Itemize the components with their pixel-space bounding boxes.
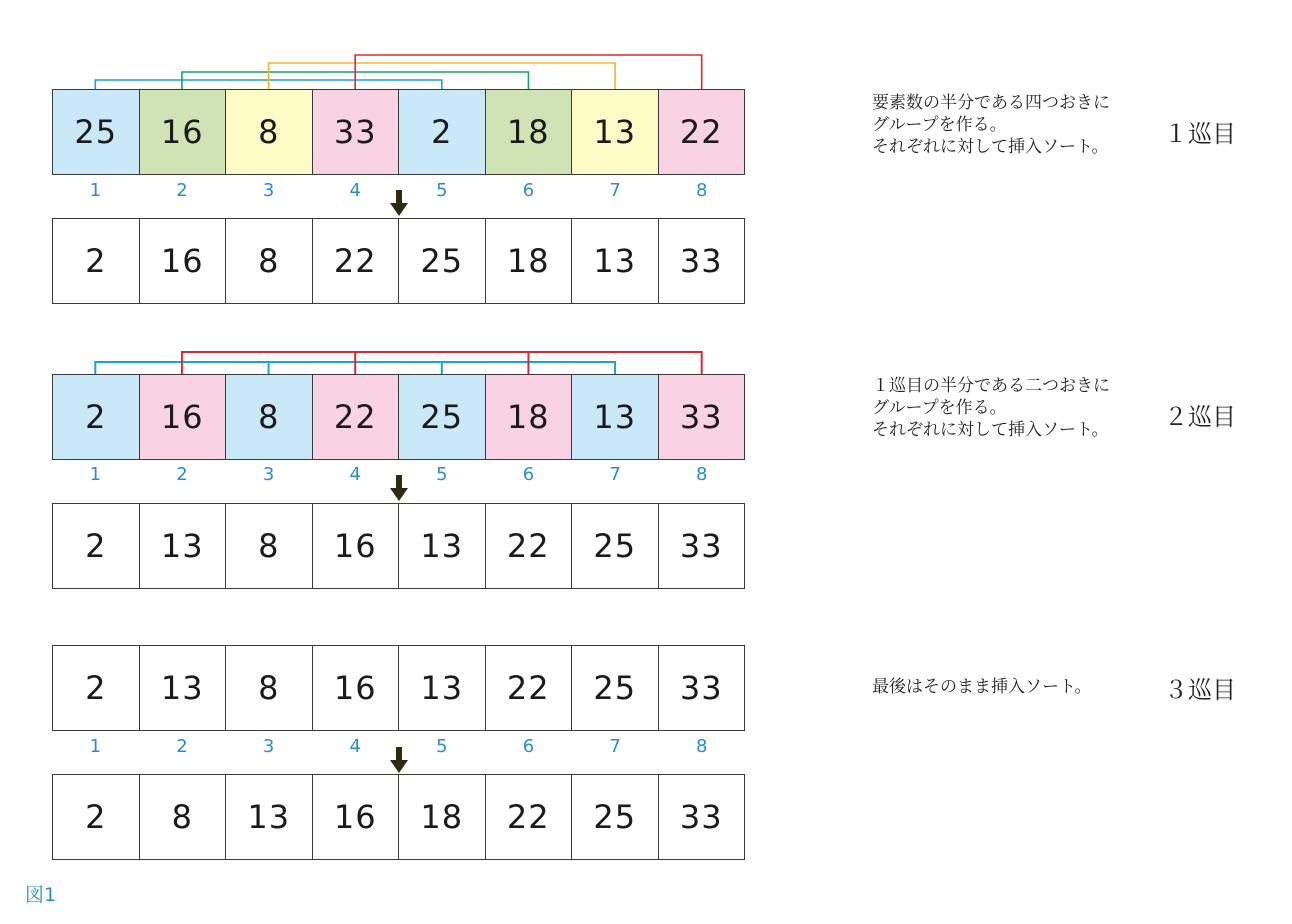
index-label: 4: [349, 180, 361, 201]
array-cell: 2: [53, 375, 140, 459]
pass2-description: １巡目の半分である二つおきに グループを作る。 それぞれに対して挿入ソート。: [872, 376, 1110, 440]
array-cell: 22: [313, 219, 400, 303]
array-cell: 8: [226, 646, 313, 730]
array-cell: 18: [399, 775, 486, 859]
array-cell: 2: [53, 504, 140, 588]
down-arrow-icon: [389, 475, 409, 501]
array-cell: 2: [53, 219, 140, 303]
pass1-description: 要素数の半分である四つおきに グループを作る。 それぞれに対して挿入ソート。: [872, 93, 1110, 157]
array-cell: 16: [313, 504, 400, 588]
array-cell: 13: [399, 504, 486, 588]
index-label: 8: [695, 736, 708, 757]
array-cell: 16: [313, 646, 400, 730]
array-cell: 25: [572, 775, 659, 859]
index-label: 7: [609, 180, 621, 201]
pass2-result-row: [52, 503, 745, 589]
down-arrow-icon: [389, 747, 409, 773]
array-cell: 25: [572, 504, 659, 588]
index-label: 5: [436, 464, 448, 485]
array-cell: 13: [572, 90, 659, 174]
array-cell: 33: [679, 669, 723, 707]
index-label: 6: [522, 464, 535, 485]
array-cell: 2: [53, 775, 140, 859]
array-cell: 25: [399, 219, 486, 303]
pass1-input-row: [52, 89, 745, 175]
pass2-input-row: [52, 374, 745, 460]
index-label: 1: [89, 736, 102, 757]
array-cell: 8: [226, 90, 313, 174]
array-cell: 22: [659, 90, 745, 174]
array-cell: 22: [486, 775, 573, 859]
array-cell: 33: [313, 90, 400, 174]
array-cell: 8: [140, 775, 227, 859]
index-label: 3: [262, 464, 275, 485]
array-cell: 13: [140, 504, 227, 588]
pass1-round-label: １巡目: [1164, 120, 1236, 148]
index-label: 8: [695, 180, 708, 201]
pass2-round-label: ２巡目: [1164, 403, 1236, 431]
index-label: 6: [522, 180, 535, 201]
array-cell: 33: [679, 798, 723, 836]
array-cell: 18: [486, 375, 573, 459]
index-label: 7: [609, 464, 621, 485]
array-cell: 22: [486, 504, 573, 588]
index-label: 4: [349, 464, 361, 485]
array-cell: 13: [572, 375, 659, 459]
array-cell: 18: [486, 219, 573, 303]
pass1-result-row: [52, 218, 745, 304]
index-label: 2: [176, 736, 188, 757]
array-cell: 16: [313, 775, 400, 859]
array-cell: 8: [226, 219, 313, 303]
array-cell: 25: [572, 646, 659, 730]
index-label: 5: [436, 180, 448, 201]
array-cell: 33: [659, 375, 745, 459]
array-cell: 2: [53, 646, 140, 730]
index-label: 6: [522, 736, 535, 757]
array-cell: 16: [140, 219, 227, 303]
array-cell: 18: [486, 90, 573, 174]
index-label: 7: [609, 736, 621, 757]
pass3-round-label: ３巡目: [1164, 676, 1236, 704]
array-cell: 13: [399, 646, 486, 730]
array-cell: 33: [679, 527, 723, 565]
index-label: 3: [262, 736, 275, 757]
figure-caption: 図1: [25, 884, 57, 906]
array-cell: 16: [140, 375, 227, 459]
pass3-input-row: [52, 645, 745, 731]
pass3-description: 最後はそのまま挿入ソート。: [872, 677, 1092, 697]
array-cell: 25: [399, 375, 486, 459]
index-label: 5: [436, 736, 448, 757]
array-cell: 25: [53, 90, 140, 174]
array-cell: 2: [399, 90, 486, 174]
index-label: 2: [176, 180, 188, 201]
index-label: 4: [349, 736, 361, 757]
array-cell: 22: [486, 646, 573, 730]
array-cell: 22: [313, 375, 400, 459]
array-cell: 13: [226, 775, 313, 859]
array-cell: 8: [226, 504, 313, 588]
index-label: 2: [176, 464, 188, 485]
index-label: 3: [262, 180, 275, 201]
down-arrow-icon: [389, 190, 409, 216]
array-cell: 13: [572, 219, 659, 303]
index-label: 1: [89, 180, 102, 201]
index-label: 8: [695, 464, 708, 485]
pass3-result-row: [52, 774, 745, 860]
array-cell: 8: [226, 375, 313, 459]
array-cell: 16: [140, 90, 227, 174]
index-label: 1: [89, 464, 102, 485]
array-cell: 13: [140, 646, 227, 730]
array-cell: 33: [679, 242, 723, 280]
